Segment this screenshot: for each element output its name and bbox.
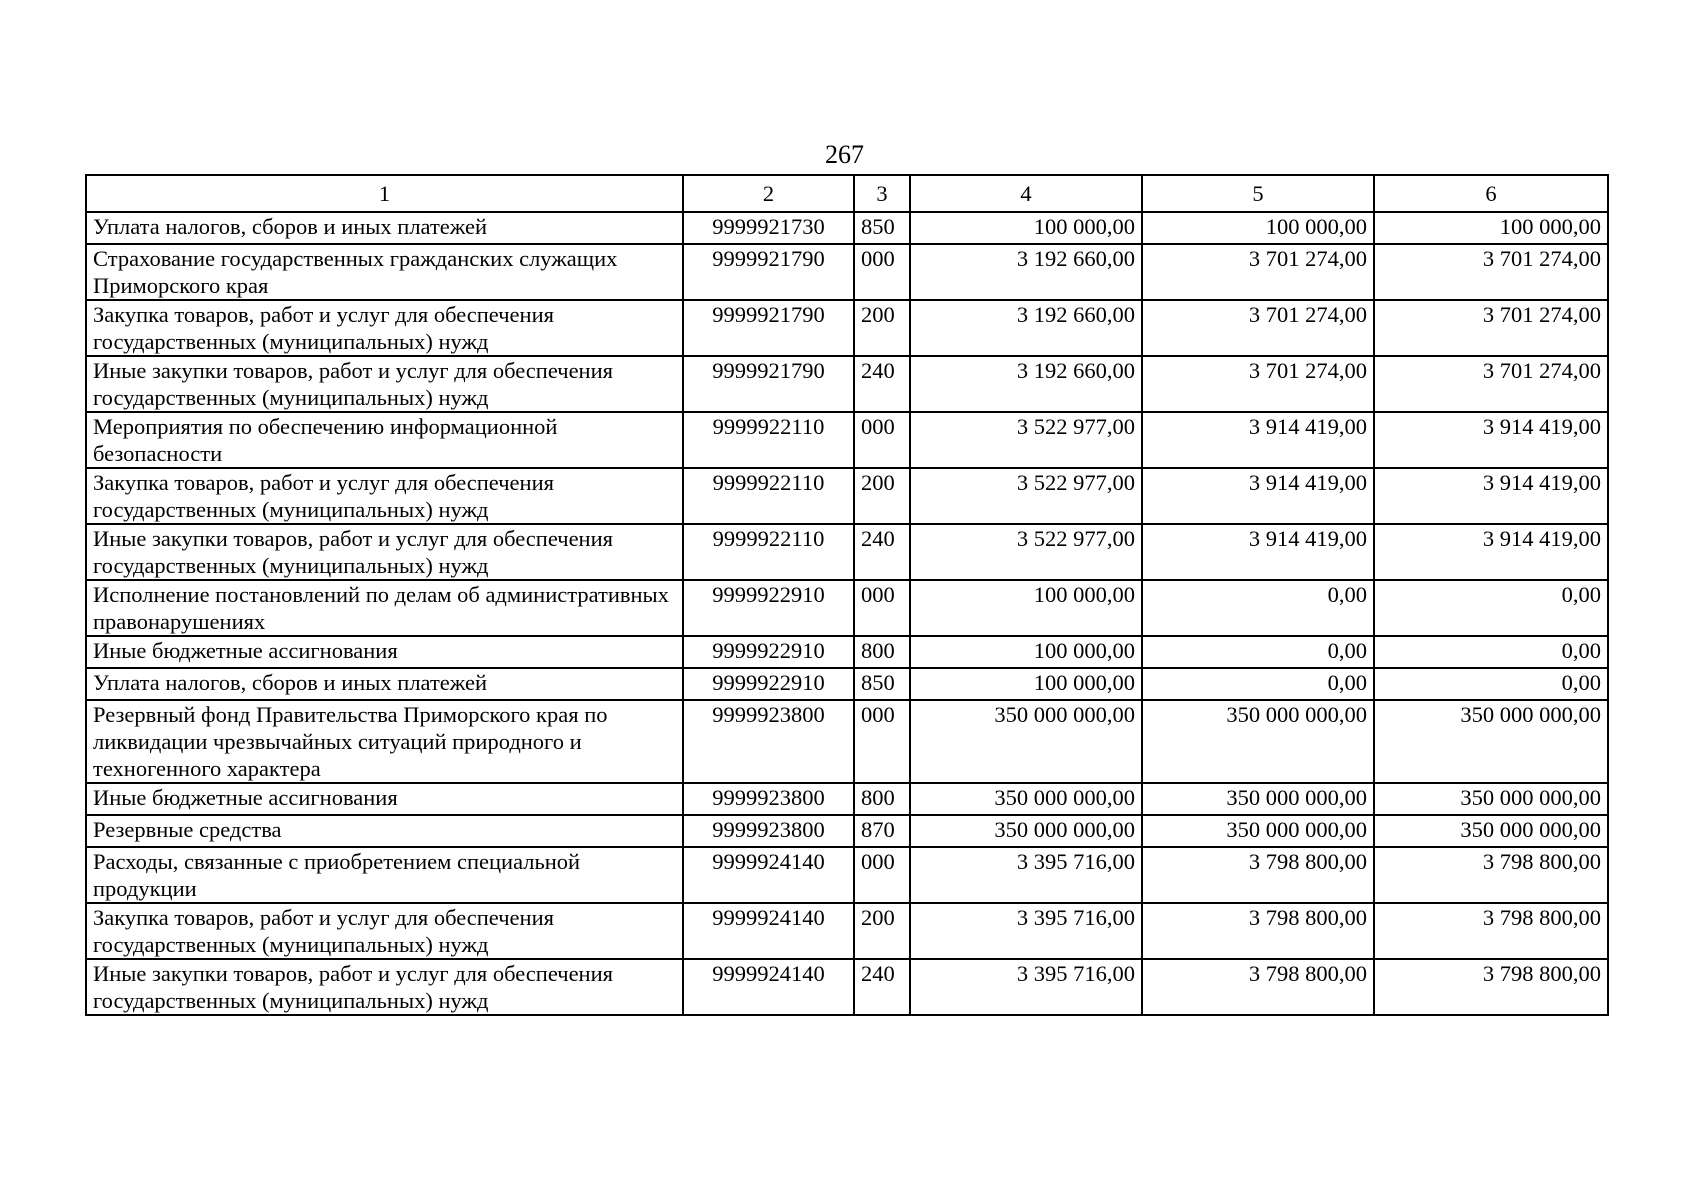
expense-type-cell: 240 [854,524,910,580]
table-row [86,903,1608,959]
expense-type-cell: 850 [854,668,910,700]
expense-name-cell: Исполнение постановлений по делам об административных правонарушениях [86,580,683,636]
budget-table [85,174,1609,1016]
amount-col5-cell: 3 914 419,00 [1142,412,1374,468]
column-header-2: 2 [683,175,854,212]
expense-type-cell: 000 [854,700,910,783]
target-code-cell: 9999921790 [683,300,854,356]
table-row [86,783,1608,815]
table-row [86,468,1608,524]
amount-col6-cell: 3 798 800,00 [1374,959,1608,1015]
amount-col6-cell: 350 000 000,00 [1374,700,1608,783]
expense-type-cell: 000 [854,580,910,636]
expense-name-cell: Иные закупки товаров, работ и услуг для обеспечения государственных (муниципальных) нужд [86,524,683,580]
amount-col5-cell: 3 914 419,00 [1142,468,1374,524]
expense-type-cell: 200 [854,903,910,959]
amount-col4-cell: 3 192 660,00 [910,300,1142,356]
amount-col6-cell: 350 000 000,00 [1374,815,1608,847]
expense-name-cell: Мероприятия по обеспечению информационной безопасности [86,412,683,468]
expense-name-cell: Уплата налогов, сборов и иных платежей [86,668,683,700]
column-header-1: 1 [86,175,683,212]
amount-col6-cell: 0,00 [1374,580,1608,636]
amount-col6-cell: 3 914 419,00 [1374,468,1608,524]
table-row [86,356,1608,412]
amount-col4-cell: 3 522 977,00 [910,524,1142,580]
amount-col4-cell: 3 192 660,00 [910,356,1142,412]
amount-col5-cell: 0,00 [1142,636,1374,668]
amount-col5-cell: 3 701 274,00 [1142,356,1374,412]
table-row [86,300,1608,356]
expense-name-cell: Иные закупки товаров, работ и услуг для обеспечения государственных (муниципальных) нужд [86,356,683,412]
expense-name-cell: Иные бюджетные ассигнования [86,783,683,815]
expense-name-cell: Страхование государственных гражданских служащих Приморского края [86,244,683,300]
expense-type-cell: 240 [854,959,910,1015]
target-code-cell: 9999921790 [683,244,854,300]
header-row [86,175,1608,212]
expense-type-cell: 000 [854,244,910,300]
target-code-cell: 9999924140 [683,847,854,903]
table-row [86,700,1608,783]
table-row [86,959,1608,1015]
table-row [86,636,1608,668]
expense-name-cell: Уплата налогов, сборов и иных платежей [86,212,683,244]
amount-col6-cell: 0,00 [1374,668,1608,700]
expense-type-cell: 000 [854,412,910,468]
expense-type-cell: 800 [854,636,910,668]
column-header-6: 6 [1374,175,1608,212]
expense-name-cell: Иные бюджетные ассигнования [86,636,683,668]
target-code-cell: 9999922110 [683,412,854,468]
target-code-cell: 9999923800 [683,815,854,847]
table-row [86,212,1608,244]
expense-name-cell: Иные закупки товаров, работ и услуг для обеспечения государственных (муниципальных) нужд [86,959,683,1015]
amount-col6-cell: 100 000,00 [1374,212,1608,244]
target-code-cell: 9999922910 [683,668,854,700]
expense-name-cell: Расходы, связанные с приобретением специальной продукции [86,847,683,903]
expense-name-cell: Резервный фонд Правительства Приморского края по ликвидации чрезвычайных ситуаций природного и техногенного характера [86,700,683,783]
amount-col5-cell: 3 798 800,00 [1142,903,1374,959]
amount-col6-cell: 3 914 419,00 [1374,524,1608,580]
expense-name-cell: Закупка товаров, работ и услуг для обеспечения государственных (муниципальных) нужд [86,903,683,959]
target-code-cell: 9999922910 [683,636,854,668]
target-code-cell: 9999923800 [683,700,854,783]
amount-col5-cell: 3 798 800,00 [1142,847,1374,903]
amount-col4-cell: 3 395 716,00 [910,959,1142,1015]
amount-col6-cell: 3 701 274,00 [1374,356,1608,412]
table-row [86,524,1608,580]
amount-col5-cell: 3 701 274,00 [1142,244,1374,300]
amount-col5-cell: 350 000 000,00 [1142,783,1374,815]
amount-col5-cell: 0,00 [1142,668,1374,700]
amount-col4-cell: 350 000 000,00 [910,815,1142,847]
expense-type-cell: 870 [854,815,910,847]
amount-col6-cell: 3 701 274,00 [1374,300,1608,356]
amount-col4-cell: 100 000,00 [910,636,1142,668]
table-row [86,668,1608,700]
amount-col6-cell: 0,00 [1374,636,1608,668]
target-code-cell: 9999922110 [683,468,854,524]
table-body [86,212,1608,1015]
expense-type-cell: 850 [854,212,910,244]
target-code-cell: 9999922110 [683,524,854,580]
table-row [86,580,1608,636]
amount-col4-cell: 350 000 000,00 [910,700,1142,783]
page-number: 267 [825,140,864,169]
amount-col4-cell: 100 000,00 [910,212,1142,244]
target-code-cell: 9999924140 [683,903,854,959]
column-header-3: 3 [854,175,910,212]
expense-type-cell: 000 [854,847,910,903]
table-row [86,412,1608,468]
target-code-cell: 9999921790 [683,356,854,412]
amount-col4-cell: 350 000 000,00 [910,783,1142,815]
amount-col4-cell: 3 522 977,00 [910,412,1142,468]
amount-col4-cell: 3 192 660,00 [910,244,1142,300]
amount-col5-cell: 350 000 000,00 [1142,815,1374,847]
table-row [86,847,1608,903]
expense-type-cell: 800 [854,783,910,815]
amount-col4-cell: 3 395 716,00 [910,847,1142,903]
amount-col5-cell: 350 000 000,00 [1142,700,1374,783]
amount-col6-cell: 350 000 000,00 [1374,783,1608,815]
expense-type-cell: 200 [854,468,910,524]
amount-col6-cell: 3 798 800,00 [1374,847,1608,903]
target-code-cell: 9999921730 [683,212,854,244]
column-header-5: 5 [1142,175,1374,212]
column-header-4: 4 [910,175,1142,212]
expense-name-cell: Резервные средства [86,815,683,847]
expense-type-cell: 200 [854,300,910,356]
amount-col6-cell: 3 798 800,00 [1374,903,1608,959]
amount-col5-cell: 0,00 [1142,580,1374,636]
amount-col4-cell: 100 000,00 [910,580,1142,636]
table-row [86,244,1608,300]
amount-col4-cell: 3 522 977,00 [910,468,1142,524]
table-row [86,815,1608,847]
amount-col5-cell: 3 914 419,00 [1142,524,1374,580]
expense-type-cell: 240 [854,356,910,412]
target-code-cell: 9999924140 [683,959,854,1015]
target-code-cell: 9999923800 [683,783,854,815]
amount-col5-cell: 3 701 274,00 [1142,300,1374,356]
amount-col5-cell: 3 798 800,00 [1142,959,1374,1015]
amount-col4-cell: 100 000,00 [910,668,1142,700]
expense-name-cell: Закупка товаров, работ и услуг для обеспечения государственных (муниципальных) нужд [86,300,683,356]
amount-col6-cell: 3 914 419,00 [1374,412,1608,468]
amount-col5-cell: 100 000,00 [1142,212,1374,244]
expense-name-cell: Закупка товаров, работ и услуг для обеспечения государственных (муниципальных) нужд [86,468,683,524]
amount-col4-cell: 3 395 716,00 [910,903,1142,959]
target-code-cell: 9999922910 [683,580,854,636]
amount-col6-cell: 3 701 274,00 [1374,244,1608,300]
